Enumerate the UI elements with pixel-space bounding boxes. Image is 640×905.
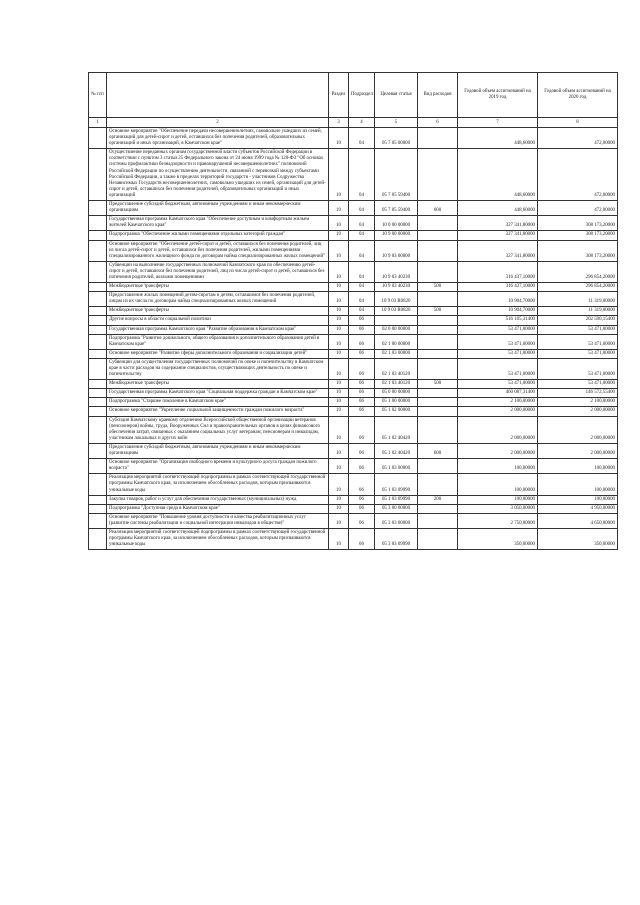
row-number <box>89 316 107 325</box>
header-target: Целевая статья <box>375 73 418 118</box>
table-row <box>89 231 618 240</box>
expense-kind <box>418 325 458 334</box>
amount-2020: 296 854,20000 <box>538 261 618 282</box>
column-number-row <box>89 118 618 128</box>
amount-2020: 472,00000 <box>538 201 618 216</box>
row-number <box>89 504 107 513</box>
expense-name: Межбюджетные трансферты <box>107 307 329 316</box>
section-code: 10 <box>329 283 349 292</box>
amount-2019: 327 341,80000 <box>458 231 538 240</box>
section-code: 10 <box>329 459 349 474</box>
col-number: 8 <box>538 118 618 128</box>
subsection-code: 04 <box>349 149 375 201</box>
subsection-code: 06 <box>349 528 375 549</box>
table-row <box>89 201 618 216</box>
expense-name: Подпрограмма "Обеспечение жилыми помещениями отдельных категорий граждан" <box>107 231 329 240</box>
row-number <box>89 325 107 334</box>
row-number <box>89 474 107 495</box>
expense-name: Реализация мероприятий соответствующей подпрограммы в рамках соответствующей государственной программы Камчатского края, за исключением обособленных расходов, которым присваиваются уникальные коды <box>107 474 329 495</box>
expense-name: Межбюджетные трансферты <box>107 283 329 292</box>
row-number <box>89 261 107 282</box>
expense-name: Осуществление переданных органам государственной власти субъектов Российской Федерации в соответствии с пунктом 3 статьи 25 Федерального закона от 24 июня 1999 года № 120-ФЗ "Об основах системы профилактики безнадзорности и правонарушений несовершеннолетних" полномочий Российской Федерации по осуществлению деятельности, связанной с перевозкой между субъектами Российской Федерации, а также в пределах территорий государств - участников Содружества Независимых Государств несовершеннолетних, самовольно ушедших из семей, организаций для детей-сирот и детей, оставшихся без попечения родителей, образовательных организаций и иных организаций <box>107 149 329 201</box>
row-number <box>89 443 107 458</box>
expense-kind <box>418 316 458 325</box>
section-code: 10 <box>329 316 349 325</box>
row-number <box>89 240 107 261</box>
target-article-code: 02 0 00 00000 <box>375 325 418 334</box>
subsection-code: 06 <box>349 459 375 474</box>
col-number: 7 <box>458 118 538 128</box>
subsection-code: 04 <box>349 261 375 282</box>
expense-kind <box>418 128 458 149</box>
budget-table <box>88 72 618 550</box>
row-number <box>89 216 107 231</box>
amount-2019: 2 750,00000 <box>458 513 538 528</box>
table-row <box>89 307 618 316</box>
header-row <box>89 73 618 118</box>
subsection-code: 06 <box>349 416 375 443</box>
amount-2019: 53 471,00000 <box>458 380 538 389</box>
expense-kind: 500 <box>418 307 458 316</box>
subsection-code: 06 <box>349 349 375 358</box>
amount-2020: 350,00000 <box>538 528 618 549</box>
row-number <box>89 292 107 307</box>
table-row <box>89 358 618 379</box>
target-article-code: 05 1 03 09990 <box>375 495 418 504</box>
header-name <box>107 73 329 118</box>
subsection-code: 06 <box>349 325 375 334</box>
table-row <box>89 149 618 201</box>
expense-kind <box>418 292 458 307</box>
table-row <box>89 334 618 349</box>
subsection-code: 04 <box>349 128 375 149</box>
expense-name: Другие вопросы в области социальной политики <box>107 316 329 325</box>
section-code: 10 <box>329 261 349 282</box>
row-number <box>89 201 107 216</box>
target-article-code: 05 1 00 00000 <box>375 398 418 407</box>
header-year2: Годовой объем ассигнований на 2020 год <box>538 73 618 118</box>
amount-2020: 100,00000 <box>538 474 618 495</box>
table-row <box>89 407 618 416</box>
table-row <box>89 380 618 389</box>
target-article-code: 05 7 05 59400 <box>375 149 418 201</box>
amount-2020: 296 854,20000 <box>538 283 618 292</box>
row-number <box>89 459 107 474</box>
subsection-code: 06 <box>349 389 375 398</box>
expense-kind: 600 <box>418 443 458 458</box>
target-article-code: 05 1 02 00000 <box>375 407 418 416</box>
row-number <box>89 283 107 292</box>
row-number <box>89 231 107 240</box>
expense-name: Закупка товаров, работ и услуг для обеспечения государственных (муниципальных) нужд <box>107 495 329 504</box>
amount-2020: 100,00000 <box>538 459 618 474</box>
table-row <box>89 389 618 398</box>
expense-kind <box>418 389 458 398</box>
amount-2020: 53 471,00000 <box>538 358 618 379</box>
target-article-code: 10 9 03 40230 <box>375 283 418 292</box>
amount-2020: 2 000,00000 <box>538 407 618 416</box>
amount-2019: 460 087,31400 <box>458 389 538 398</box>
target-article-code: 05 7 05 59400 <box>375 201 418 216</box>
section-code: 10 <box>329 358 349 379</box>
section-code: 10 <box>329 325 349 334</box>
amount-2020: 53 471,00000 <box>538 325 618 334</box>
amount-2020: 202 590,15400 <box>538 316 618 325</box>
col-number: 4 <box>349 118 375 128</box>
section-code: 10 <box>329 216 349 231</box>
expense-kind <box>418 416 458 443</box>
subsection-code: 06 <box>349 474 375 495</box>
expense-name: Субсидия Камчатскому краевому отделению Всероссийской общественной организации ветеранов (пенсионеров) войны, труда, Вооруженных Сил и правоохранительных органов в целях финансового обеспечения затрат, связанных с оказанием социальных услуг ветеранам, пенсионерам и инвалидам, участникам локальных и других войн <box>107 416 329 443</box>
expense-name: Реализация мероприятий соответствующей подпрограммы в рамках соответствующей государственной программы Камчатского края, за исключением обособленных расходов, которым присваиваются уникальные коды <box>107 528 329 549</box>
table-row <box>89 495 618 504</box>
amount-2019: 316 437,10000 <box>458 283 538 292</box>
target-article-code <box>375 316 418 325</box>
header-kind: Вид расходов <box>418 73 458 118</box>
subsection-code: 04 <box>349 231 375 240</box>
col-number: 2 <box>107 118 329 128</box>
table-row <box>89 349 618 358</box>
table-row <box>89 443 618 458</box>
section-code: 10 <box>329 416 349 443</box>
amount-2019: 53 471,00000 <box>458 358 538 379</box>
expense-kind <box>418 349 458 358</box>
table-row <box>89 283 618 292</box>
subsection-code: 06 <box>349 513 375 528</box>
target-article-code: 10 0 00 00000 <box>375 216 418 231</box>
subsection-code: 04 <box>349 240 375 261</box>
amount-2020: 2 000,00000 <box>538 443 618 458</box>
subsection-code: 06 <box>349 495 375 504</box>
expense-name: Субвенции на выполнение государственных полномочий Камчатского края по обеспечению детей-сирот и детей, оставшихся без попечения родителей, лиц из числа детей-сирот и детей, оставшихся без попечения родителей, жилыми помещениями <box>107 261 329 282</box>
expense-name: Основное мероприятие "Повышение уровня доступности и качества реабилитационных услуг (развитие системы реабилитации и социальной интеграции инвалидов в обществе)" <box>107 513 329 528</box>
table-row <box>89 504 618 513</box>
subsection-code: 06 <box>349 334 375 349</box>
amount-2020: 100,00000 <box>538 495 618 504</box>
target-article-code: 10 9 03 00000 <box>375 240 418 261</box>
row-number <box>89 407 107 416</box>
subsection-code: 04 <box>349 283 375 292</box>
table-row <box>89 513 618 528</box>
target-article-code: 02 1 00 00000 <box>375 334 418 349</box>
target-article-code: 05 3 03 09990 <box>375 528 418 549</box>
expense-kind <box>418 474 458 495</box>
subsection-code: 04 <box>349 292 375 307</box>
section-code: 10 <box>329 513 349 528</box>
amount-2019: 448,60000 <box>458 201 538 216</box>
amount-2020: 11 319,00000 <box>538 292 618 307</box>
row-number <box>89 513 107 528</box>
table-row <box>89 240 618 261</box>
expense-kind: 500 <box>418 380 458 389</box>
table-row <box>89 325 618 334</box>
amount-2020: 53 471,00000 <box>538 349 618 358</box>
row-number <box>89 307 107 316</box>
subsection-code: 04 <box>349 307 375 316</box>
section-code: 10 <box>329 504 349 513</box>
expense-name: Субвенции для осуществления государственных полномочий по опеке и попечительству в Камчатском крае в части расходов на содержание специалистов, осуществляющих деятельность по опеке и попечительству <box>107 358 329 379</box>
amount-2019: 316 437,10000 <box>458 261 538 282</box>
expense-name: Основное мероприятие "Укрепление социальной защищенности граждан пожилого возраста" <box>107 407 329 416</box>
table-row <box>89 459 618 474</box>
expense-name: Подпрограмма "Доступная среда в Камчатском крае" <box>107 504 329 513</box>
amount-2019: 53 471,00000 <box>458 325 538 334</box>
expense-kind <box>418 528 458 549</box>
expense-kind: 200 <box>418 495 458 504</box>
header-year1: Годовой объем ассигнований на 2019 год <box>458 73 538 118</box>
header-subsection: Подраздел <box>349 73 375 118</box>
subsection-code: 06 <box>349 380 375 389</box>
target-article-code: 05 0 00 00000 <box>375 389 418 398</box>
expense-kind <box>418 334 458 349</box>
amount-2019: 53 471,00000 <box>458 349 538 358</box>
amount-2020: 4 950,00000 <box>538 504 618 513</box>
expense-name: Основное мероприятие "Организация свободного времени и культурного досуга граждан пожилого возраста" <box>107 459 329 474</box>
header-section: Раздел <box>329 73 349 118</box>
row-number <box>89 349 107 358</box>
section-code: 10 <box>329 495 349 504</box>
section-code: 10 <box>329 201 349 216</box>
row-number <box>89 416 107 443</box>
amount-2019: 516 105,31400 <box>458 316 538 325</box>
target-article-code: 05 7 05 00000 <box>375 128 418 149</box>
row-number <box>89 358 107 379</box>
amount-2019: 327 341,80000 <box>458 216 538 231</box>
expense-name: Основное мероприятие "Развитие сферы дополнительного образования и социализации детей" <box>107 349 329 358</box>
subsection-code: 06 <box>349 504 375 513</box>
expense-kind <box>418 216 458 231</box>
table-row <box>89 416 618 443</box>
table-row <box>89 316 618 325</box>
expense-kind <box>418 261 458 282</box>
expense-kind <box>418 459 458 474</box>
amount-2020: 4 650,00000 <box>538 513 618 528</box>
section-code: 10 <box>329 128 349 149</box>
section-code: 10 <box>329 307 349 316</box>
section-code: 10 <box>329 334 349 349</box>
section-code: 10 <box>329 292 349 307</box>
expense-name: Государственная программа Камчатского края "Развитие образования в Камчатском крае" <box>107 325 329 334</box>
amount-2020: 472,00000 <box>538 128 618 149</box>
subsection-code: 06 <box>349 316 375 325</box>
target-article-code: 10 9 00 00000 <box>375 231 418 240</box>
table-row <box>89 528 618 549</box>
section-code: 10 <box>329 231 349 240</box>
target-article-code: 02 1 03 40120 <box>375 380 418 389</box>
row-number <box>89 334 107 349</box>
expense-name: Основное мероприятие "Обеспечение передачи несовершеннолетних, самовольно ушедших из семей, организаций для детей-сирот и детей, оставшихся без попечения родителей, образовательных организаций и иных организаций, в Камчатском крае" <box>107 128 329 149</box>
amount-2019: 10 904,70000 <box>458 307 538 316</box>
table-row <box>89 261 618 282</box>
row-number <box>89 149 107 201</box>
expense-name: Межбюджетные трансферты <box>107 380 329 389</box>
row-number <box>89 528 107 549</box>
target-article-code: 05 3 03 00000 <box>375 513 418 528</box>
expense-kind <box>418 149 458 201</box>
section-code: 10 <box>329 407 349 416</box>
table-row <box>89 398 618 407</box>
target-article-code: 10 9 03 R0820 <box>375 307 418 316</box>
target-article-code: 10 9 03 40230 <box>375 261 418 282</box>
target-article-code: 02 1 03 00000 <box>375 349 418 358</box>
amount-2020: 2 000,00000 <box>538 416 618 443</box>
col-number: 5 <box>375 118 418 128</box>
row-number <box>89 389 107 398</box>
subsection-code: 04 <box>349 216 375 231</box>
amount-2019: 2 100,00000 <box>458 398 538 407</box>
header-num: № п/п <box>89 73 107 118</box>
row-number <box>89 398 107 407</box>
table-row <box>89 474 618 495</box>
target-article-code: 05 1 02 40420 <box>375 443 418 458</box>
amount-2019: 53 471,00000 <box>458 334 538 349</box>
table-row <box>89 216 618 231</box>
section-code: 10 <box>329 389 349 398</box>
section-code: 10 <box>329 380 349 389</box>
section-code: 10 <box>329 398 349 407</box>
section-code: 10 <box>329 528 349 549</box>
target-article-code: 05 1 02 40420 <box>375 416 418 443</box>
expense-kind <box>418 407 458 416</box>
amount-2019: 100,00000 <box>458 459 538 474</box>
amount-2019: 10 904,70000 <box>458 292 538 307</box>
row-number <box>89 380 107 389</box>
expense-name: Подпрограмма "Развитие дошкольного, общего образования и дополнительного образования детей в Камчатском крае" <box>107 334 329 349</box>
expense-name: Предоставление субсидий бюджетным, автономным учреждениям и иным некоммерческим организациям <box>107 443 329 458</box>
section-code: 10 <box>329 149 349 201</box>
subsection-code: 06 <box>349 443 375 458</box>
expense-kind: 500 <box>418 283 458 292</box>
subsection-code: 04 <box>349 201 375 216</box>
expense-name: Государственная программа Камчатского края "Социальная поддержка граждан в Камчатском крае" <box>107 389 329 398</box>
expense-kind <box>418 231 458 240</box>
section-code: 10 <box>329 443 349 458</box>
amount-2020: 308 173,20000 <box>538 240 618 261</box>
col-number: 6 <box>418 118 458 128</box>
amount-2019: 100,00000 <box>458 474 538 495</box>
section-code: 10 <box>329 349 349 358</box>
amount-2019: 3 050,00000 <box>458 504 538 513</box>
target-article-code: 05 1 03 00000 <box>375 459 418 474</box>
amount-2019: 100,00000 <box>458 495 538 504</box>
amount-2019: 2 000,00000 <box>458 407 538 416</box>
amount-2019: 448,60000 <box>458 128 538 149</box>
target-article-code: 02 1 03 40120 <box>375 358 418 379</box>
section-code: 10 <box>329 474 349 495</box>
expense-kind: 600 <box>418 201 458 216</box>
amount-2020: 308 173,20000 <box>538 231 618 240</box>
amount-2019: 350,00000 <box>458 528 538 549</box>
expense-name: Государственная программа Камчатского края "Обеспечение доступным и комфортным жильем жителей Камчатского края" <box>107 216 329 231</box>
subsection-code: 06 <box>349 358 375 379</box>
expense-kind <box>418 358 458 379</box>
table-row <box>89 292 618 307</box>
target-article-code: 05 3 00 00000 <box>375 504 418 513</box>
amount-2019: 2 000,00000 <box>458 443 538 458</box>
amount-2020: 2 100,00000 <box>538 398 618 407</box>
amount-2020: 146 572,55400 <box>538 389 618 398</box>
amount-2020: 11 319,00000 <box>538 307 618 316</box>
expense-kind <box>418 398 458 407</box>
subsection-code: 06 <box>349 407 375 416</box>
expense-name: Подпрограмма "Старшее поколение в Камчатском крае" <box>107 398 329 407</box>
expense-kind <box>418 513 458 528</box>
target-article-code: 10 9 03 R0820 <box>375 292 418 307</box>
subsection-code: 06 <box>349 398 375 407</box>
expense-kind <box>418 240 458 261</box>
expense-name: Предоставление жилых помещений детям-сиротам и детям, оставшимся без попечения родителей, лицам из их числа по договорам найма специализированных жилых помещений <box>107 292 329 307</box>
amount-2020: 53 471,00000 <box>538 334 618 349</box>
amount-2020: 53 471,00000 <box>538 380 618 389</box>
amount-2020: 308 173,20000 <box>538 216 618 231</box>
row-number <box>89 128 107 149</box>
expense-name: Предоставление субсидий бюджетным, автономным учреждениям и иным некоммерческим организациям <box>107 201 329 216</box>
expense-name: Основное мероприятие "Обеспечение детей-сирот и детей, оставшихся без попечения родителей, лиц из числа детей-сирот и детей, оставшихся без попечения родителей, жилыми помещениями специализированного жилищного фонда по договорам найма специализированных жилых помещений" <box>107 240 329 261</box>
amount-2019: 2 000,00000 <box>458 416 538 443</box>
amount-2020: 472,00000 <box>538 149 618 201</box>
amount-2019: 448,60000 <box>458 149 538 201</box>
section-code: 10 <box>329 240 349 261</box>
table-row <box>89 128 618 149</box>
col-number: 3 <box>329 118 349 128</box>
target-article-code: 05 1 03 09990 <box>375 474 418 495</box>
amount-2019: 327 341,80000 <box>458 240 538 261</box>
expense-kind <box>418 504 458 513</box>
col-number: 1 <box>89 118 107 128</box>
row-number <box>89 495 107 504</box>
